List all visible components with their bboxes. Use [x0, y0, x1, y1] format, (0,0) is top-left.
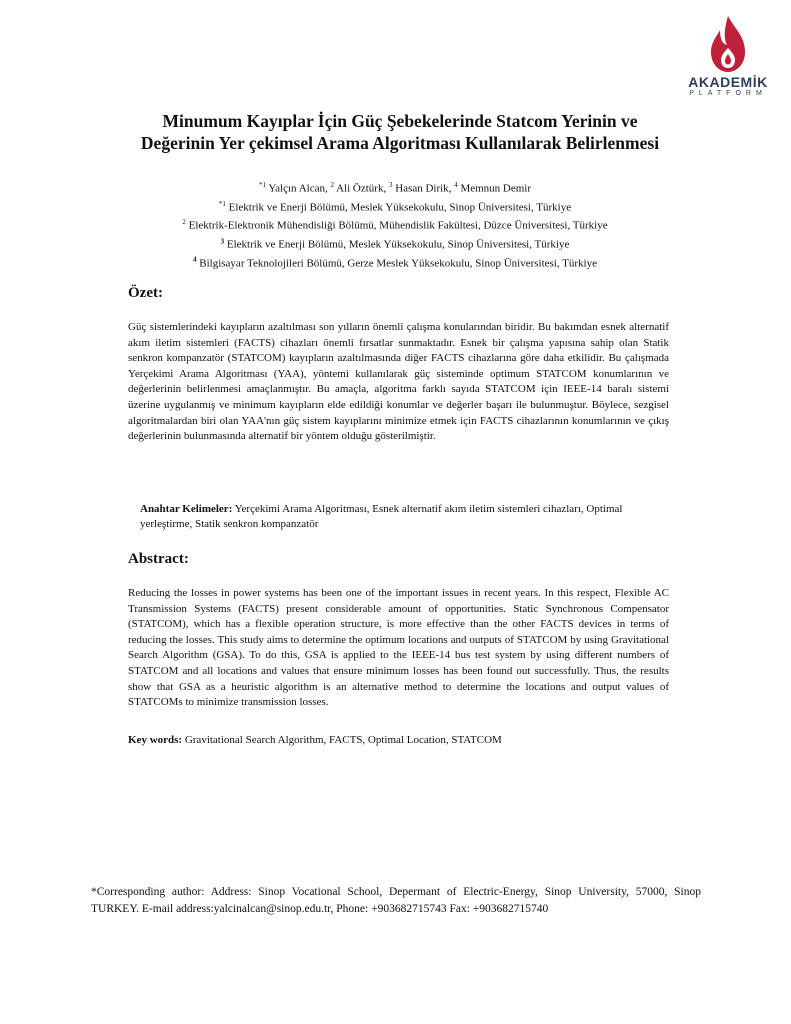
affiliation-text: Bilgisayar Teknolojileri Bölümü, Gerze Meslek Yüksekokulu, Sinop Üniversitesi, Türkiye: [196, 257, 597, 270]
akademik-platform-logo: [686, 14, 770, 104]
title-line-2: Değerinin Yer çekimsel Arama Algoritması Kullanılarak Belirlenmesi: [140, 133, 660, 153]
affiliation-sup: *1: [218, 199, 226, 208]
author-sup: 3: [388, 181, 393, 189]
affiliation: [130, 253, 660, 272]
abstract-body: Reducing the losses in power systems has been one of the important issues in recent years. In this respect, Flexible AC Transmission Systems (FACTS) present considerable amount of opportunities. Static Synchronous Compensator (STATCOM), which has a flexible operation structure, is more effective than the other FACTS devices in terms of reducing the losses. This study aims to determine the optimum locations and outputs of STATCOM by using Gravitational Search Algorithm (GSA). To do this, GSA is applied to the IEEE-14 bus test system by using different numbers of STATCOM and all locations and values that ensure minimum losses has been found out successfully. Thus, the results show that GSA as a heuristic algorithm is an alternative method to determine the locations and output values of STATCOMs to minimize transmission losses.: [128, 587, 669, 709]
logo-sub-text: PLATFORM: [689, 90, 767, 97]
author-name: Ali Öztürk,: [333, 182, 389, 195]
affiliation: [130, 234, 660, 253]
affiliation: [130, 215, 660, 234]
authors-block: [130, 178, 660, 271]
author-name: Yalçın Alcan,: [265, 182, 331, 195]
abstract-keywords-label: Key words:: [128, 734, 183, 746]
author-sup: 4: [454, 181, 458, 189]
author-name: Hasan Dirik,: [392, 182, 455, 195]
ozet-keywords: [140, 502, 670, 532]
affiliation-text: Elektrik-Elektronik Mühendisliği Bölümü, Mühendislik Fakültesi, Düzce Üniversitesi, Türkiye: [185, 219, 608, 232]
affiliation-text: Elektrik ve Enerji Bölümü, Meslek Yüksekokulu, Sinop Üniversitesi, Türkiye: [224, 238, 570, 251]
affiliation-sup: 2: [182, 218, 186, 227]
corresponding-author-footnote: *Corresponding author: Address: Sinop Vocational School, Depermant of Electric-Energy, Sinop University, 57000, Sinop TURKEY. E-mail address:yalcinalcan@sinop.edu.tr, Phone: +903682715743 Fax: +903682715740: [91, 886, 701, 915]
author-names: [130, 178, 660, 197]
flame-drop-icon: [703, 14, 753, 76]
abstract-heading: Abstract:: [128, 551, 189, 567]
logo-brand-text: AKADEMİK: [688, 74, 768, 90]
ozet-body: Güç sistemlerindeki kayıpların azaltılması son yılların önemli çalışma konularından biridir. Bu bakımdan esnek alternatif akım iletim sistemleri (FACTS) cihazları önemli fırsatlar sunmaktadır. Esnek bir çalışma yapısına sahip olan Statik senkron kompanzatör (STATCOM) kayıpların azaltılmasında diğer FACTS cihazlarına göre daha etkilidir. Bu çalışmada Yerçekimi Arama Algoritması (YAA), yöntemi kullanılarak güç sisteminde optimum STATCOM konumlarının ve değerlerinin belirlenmesi amaçlanmıştır. Bu amaçla, algoritma farklı sayıda STATCOM için IEEE-14 baralı sistemi üzerine uygulanmış ve minimum kayıpların elde edildiği konumlar ve değerler başarı ile bulunmuştur. Böylece, sezgisel algoritmalardan biri olan YAA'nın güç sistem kayıplarını minimize etmek için FACTS cihazlarının konumlarının ve çıkış değerlerinin bulunmasında alternatif bir yöntem olduğu gösterilmiştir.: [128, 321, 669, 443]
abstract-keywords: [128, 733, 669, 748]
paper-title: [120, 110, 680, 154]
author-sup: 2: [330, 181, 334, 189]
title-line-1: Minumum Kayıplar İçin Güç Şebekelerinde Statcom Yerinin ve: [162, 111, 638, 131]
affiliation-text: Elektrik ve Enerji Bölümü, Meslek Yüksekokulu, Sinop Üniversitesi, Türkiye: [225, 201, 572, 214]
abstract-keywords-text: Gravitational Search Algorithm, FACTS, Optimal Location, STATCOM: [182, 734, 502, 746]
ozet-keywords-text: Yerçekimi Arama Algoritması, Esnek alternatif akım iletim sistemleri cihazları, Optimal yerleştirme, Statik senkron kompanzatör: [140, 503, 623, 530]
ozet-keywords-label: Anahtar Kelimeler:: [140, 503, 233, 515]
ozet-heading: Özet:: [128, 285, 163, 301]
affiliation: [130, 197, 660, 216]
affiliation-sup: 3: [220, 236, 225, 245]
author-sup: *1: [258, 181, 266, 189]
author-name: Memnun Demir: [457, 182, 532, 195]
affiliation-sup: 4: [193, 255, 197, 264]
